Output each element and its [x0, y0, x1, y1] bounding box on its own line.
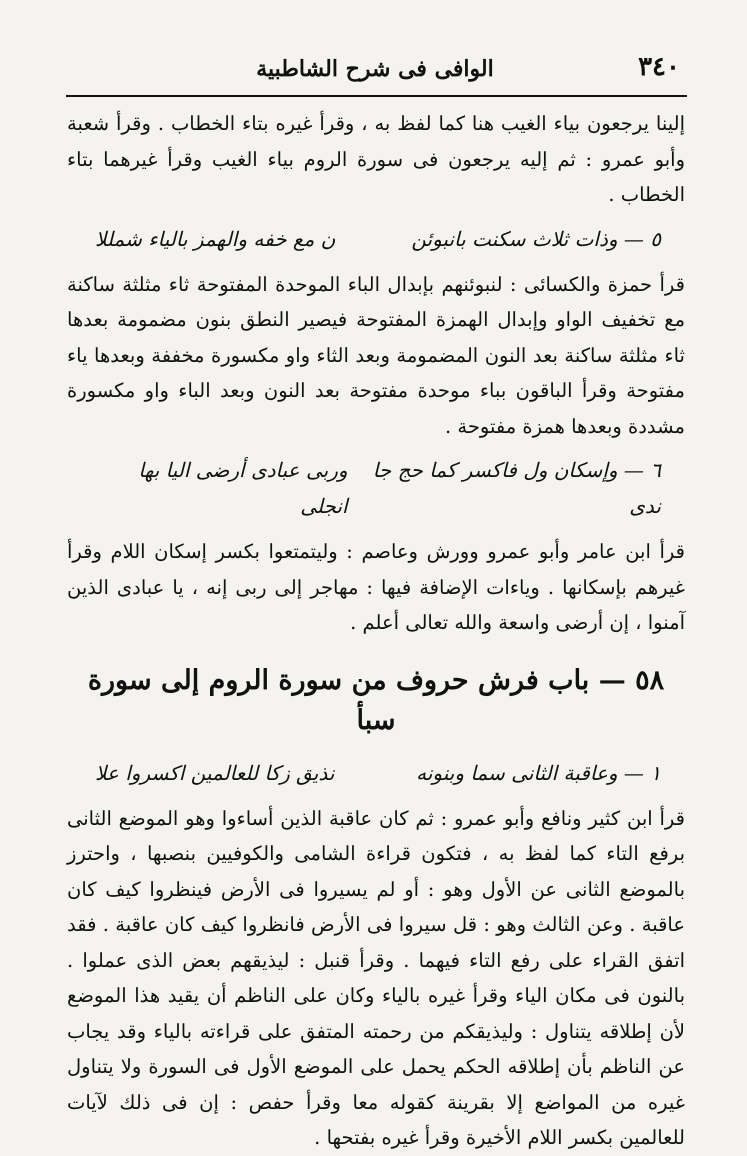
paragraph-2	[67, 267, 685, 445]
text-line: وهو : قل سيروا فى الأرض فانظروا كيف كان عاقبة . فقد اتفق القراء على رفع	[67, 913, 685, 972]
verse-hemistich-right: ٥ — وذات ثلاث سكنت بانبوئن	[411, 226, 661, 251]
text-line: تخفيف الواو وإبدال الهمزة المفتوحة فيصير النطق بنون مضمومة بعدها ثاء مثلثة ساكنة بعد النون	[67, 308, 685, 367]
verse-hemistich-left: نذيق زكا للعالمين اكسروا علا	[95, 760, 335, 785]
verse-1	[67, 755, 685, 791]
chapter-title: ٥٨ — باب فرش حروف من سورة الروم إلى سورة سبأ	[87, 664, 665, 736]
verse-hemistich-left: وربى عبادى أرضى اليا بها انجلى	[138, 458, 348, 518]
text-line: التاء كما لفظ به ، فتكون قراءة الشامى والكوفيين بنصبها ، واحترز بالموضع الثانى	[67, 842, 685, 901]
verse-5	[67, 221, 685, 257]
text-line: مفتوحة بعد النون وبعد الباء واو مكسورة مشددة وبعدها همزة مفتوحة .	[67, 379, 685, 438]
verse-6	[67, 452, 685, 524]
text-line: قرأ حمزة والكسائى : لنبوئنهم بإبدال الباء الموحدة المفتوحة ثاء مثلثة ساكنة مع	[67, 272, 686, 331]
paragraph-4	[67, 801, 685, 1156]
text-line: المتفق على قراءته بالياء وقد يجاب عن الناظم بأن إطلاقه الحكم يحمل على الموضع	[67, 1019, 686, 1078]
running-title: الوافى فى شرح الشاطبية	[256, 56, 494, 82]
verse-hemistich-left: ن مع خفه والهمز بالياء شمللا	[95, 226, 336, 251]
text-line: إن فى ذلك لآيات للعالمين بكسر اللام الأخيرة وقرأ غيره بفتحها .	[67, 1090, 685, 1149]
text-line: الأول فى السورة ولا يتناول غيره من المواضع إلا بقرينة كقوله معا وقرأ حفص :	[67, 1055, 685, 1114]
text-line: عمرو : ثم إليه يرجعون فى سورة الروم بياء الغيب وقرأ غيرهما بتاء الخطاب .	[67, 147, 685, 206]
page-number: ٣٤٠	[638, 52, 680, 82]
paragraph-1	[67, 106, 685, 213]
text-line: إلينا يرجعون بياء الغيب هنا كما لفظ به ، وقرأ غيره بتاء الخطاب . وقرأ شعبة وأبو	[67, 112, 685, 171]
text-line: التاء فيهما . وقرأ قنبل : ليذيقهم بعض الذى عملوا . بالنون فى مكان الياء وقرأ غيره	[67, 948, 685, 1007]
page-header	[64, 52, 686, 88]
text-line: أرضى واسعة والله تعالى أعلم .	[350, 611, 604, 634]
header-rule	[66, 95, 687, 97]
text-line: قرأ ابن عامر وأبو عمرو وورش وعاصم : وليتمتعوا بكسر إسكان اللام وقرأ غيرهم	[67, 540, 686, 599]
text-line: بالياء وكان على الناظم أن يقيد هذا الموضع لأن إطلاقه يتناول : وليذيقكم من رحمته	[67, 984, 686, 1043]
verse-hemistich-right: ١ — وعاقبة الثانى سما وبنونه	[416, 760, 661, 785]
text-line: قرأ ابن كثير ونافع وأبو عمرو : ثم كان عاقبة الذين أساءوا وهو الموضع الثانى برفع	[67, 806, 685, 865]
text-line: عن الأول وهو : أو لم يسيروا فى الأرض فينظروا كيف كان عاقبة . وعن الثالث	[67, 877, 686, 936]
text-line: بإسكانها . وياءات الإضافة فيها : مهاجر إلى ربى إنه ، يا عبادى الذين آمنوا ، إن	[67, 575, 685, 634]
paragraph-3	[67, 534, 685, 641]
page-body	[67, 106, 685, 1156]
verse-hemistich-right: ٦ — وإسكان ول فاكسر كما حج جا ندى	[372, 458, 661, 518]
text-line: المضمومة وبعد الثاء واو مكسورة مخففة وبعدها ياء مفتوحة وقرأ الباقون بباء موحدة	[67, 343, 685, 402]
